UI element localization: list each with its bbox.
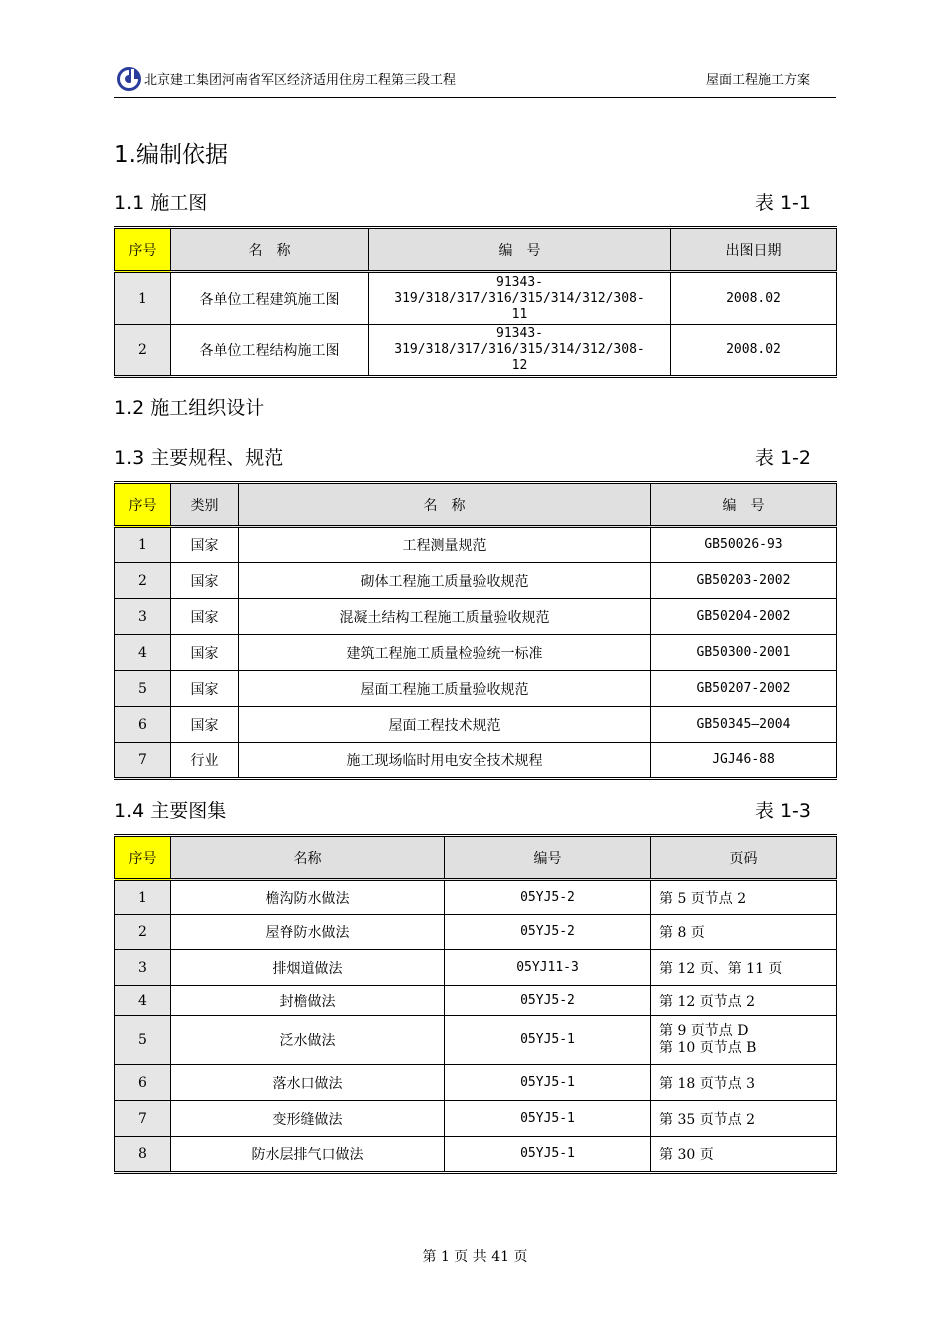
standard-code: JGJ46-88 [651,743,837,779]
table-row [115,1101,837,1137]
detail-page-line: 第 10 页节点 B [659,1040,757,1056]
table-row [115,1065,837,1101]
standard-category: 国家 [171,635,239,671]
header-rule [114,97,836,98]
standard-name: 砌体工程施工质量验收规范 [239,563,651,599]
detail-page-line: 第 35 页节点 2 [659,1111,756,1128]
heading-1-3: 1.3 主要规程、规范 [114,447,284,469]
detail-page [651,1016,837,1065]
detail-name: 封檐做法 [171,986,445,1016]
drawing-date: 2008.02 [671,272,837,325]
detail-page [651,1101,837,1137]
detail-code: 05YJ5-2 [445,915,651,950]
row-number: 1 [115,880,171,915]
detail-page [651,950,837,986]
standard-code: GB50345—2004 [651,707,837,743]
detail-name: 排烟道做法 [171,950,445,986]
table-row [115,950,837,986]
standard-category: 行业 [171,743,239,779]
standard-code: GB50203-2002 [651,563,837,599]
table-row [115,599,837,635]
table-row [115,707,837,743]
detail-code: 05YJ5-1 [445,1101,651,1137]
detail-page-line: 第 30 页 [659,1147,714,1163]
standard-category: 国家 [171,671,239,707]
col-header: 序号 [115,228,171,272]
standards-table [114,481,837,780]
standard-category: 国家 [171,527,239,563]
detail-name: 防水层排气口做法 [171,1137,445,1173]
col-header: 名 称 [171,228,369,272]
table-row [115,671,837,707]
row-number: 5 [115,1016,171,1065]
table-row [115,527,837,563]
table-label-1-3: 表 1-3 [754,800,811,822]
row-number: 4 [115,635,171,671]
standard-name: 屋面工程技术规范 [239,707,651,743]
table-row [115,915,837,950]
detail-code: 05YJ5-1 [445,1065,651,1101]
row-number: 8 [115,1137,171,1173]
page-footer: 第 1 页 共 41 页 [422,1249,528,1265]
drawing-code [369,325,671,377]
table-row [115,743,837,779]
row-number: 2 [115,325,171,377]
row-number: 2 [115,915,171,950]
col-header: 名称 [171,836,445,880]
table-label-1-2: 表 1-2 [754,447,811,469]
col-header: 编 号 [651,483,837,527]
standard-code: GB50026-93 [651,527,837,563]
table-row [115,272,837,325]
detail-name: 檐沟防水做法 [171,880,445,915]
table-row [115,563,837,599]
header-project-name: 北京建工集团河南省军区经济适用住房工程第三段工程 [144,73,457,88]
standard-code: GB50207-2002 [651,671,837,707]
table-row [115,1137,837,1173]
col-header: 类别 [171,483,239,527]
row-number: 7 [115,743,171,779]
company-logo-icon [116,66,142,92]
col-header: 序号 [115,483,171,527]
drawing-name: 各单位工程建筑施工图 [171,272,369,325]
section-title: 1.编制依据 [114,142,228,168]
standard-category: 国家 [171,563,239,599]
table-row [115,986,837,1016]
detail-code: 05YJ5-1 [445,1016,651,1065]
standard-category: 国家 [171,707,239,743]
drawing-code [369,272,671,325]
col-header: 页码 [651,836,837,880]
standard-name: 混凝土结构工程施工质量验收规范 [239,599,651,635]
drawing-date: 2008.02 [671,325,837,377]
drawing-code-line: 91343- [496,274,543,290]
detail-page [651,986,837,1016]
detail-page-line: 第 12 页、第 11 页 [659,960,783,977]
col-header: 编号 [445,836,651,880]
detail-page-line: 第 5 页节点 2 [659,890,747,907]
detail-code: 05YJ5-2 [445,880,651,915]
drawing-code-line: 319/318/317/316/315/314/312/308- [394,342,645,357]
header-document-title: 屋面工程施工方案 [705,73,810,88]
heading-1-2: 1.2 施工组织设计 [114,397,265,419]
detail-name: 泛水做法 [171,1016,445,1065]
col-header: 编 号 [369,228,671,272]
detail-page [651,880,837,915]
heading-1-4: 1.4 主要图集 [114,800,227,822]
standard-name: 建筑工程施工质量检验统一标准 [239,635,651,671]
table-row [115,880,837,915]
row-number: 5 [115,671,171,707]
detail-name: 落水口做法 [171,1065,445,1101]
detail-code: 05YJ5-1 [445,1137,651,1173]
detail-page [651,915,837,950]
detail-page-line: 第 18 页节点 3 [659,1075,756,1092]
table-row [115,635,837,671]
drawing-name: 各单位工程结构施工图 [171,325,369,377]
table-label-1-1: 表 1-1 [754,192,811,214]
standard-name: 屋面工程施工质量验收规范 [239,671,651,707]
atlas-table [114,834,837,1174]
detail-code: 05YJ5-2 [445,986,651,1016]
row-number: 3 [115,599,171,635]
col-header: 序号 [115,836,171,880]
detail-page [651,1137,837,1173]
row-number: 3 [115,950,171,986]
page-header [114,62,836,98]
table-row [115,325,837,377]
detail-name: 屋脊防水做法 [171,915,445,950]
standard-name: 工程测量规范 [239,527,651,563]
standard-code: GB50204-2002 [651,599,837,635]
heading-1-1: 1.1 施工图 [114,192,208,214]
drawing-code-line: 319/318/317/316/315/314/312/308- [394,290,645,306]
drawing-code-line: 11 [511,306,528,322]
standard-name: 施工现场临时用电安全技术规程 [239,743,651,779]
detail-page-line: 第 8 页 [659,925,705,941]
drawing-code-line: 91343- [496,326,543,341]
detail-page-line: 第 9 页节点 D [659,1023,749,1039]
col-header: 出图日期 [671,228,837,272]
standard-code: GB50300-2001 [651,635,837,671]
detail-page [651,1065,837,1101]
table-row [115,1016,837,1065]
col-header: 名 称 [239,483,651,527]
row-number: 6 [115,707,171,743]
drawings-table [114,226,837,378]
row-number: 1 [115,272,171,325]
row-number: 4 [115,986,171,1016]
standard-category: 国家 [171,599,239,635]
row-number: 2 [115,563,171,599]
row-number: 6 [115,1065,171,1101]
drawing-code-line: 12 [511,358,528,373]
detail-page-line: 第 12 页节点 2 [659,993,756,1010]
row-number: 7 [115,1101,171,1137]
row-number: 1 [115,527,171,563]
detail-code: 05YJ11-3 [445,950,651,986]
detail-name: 变形缝做法 [171,1101,445,1137]
